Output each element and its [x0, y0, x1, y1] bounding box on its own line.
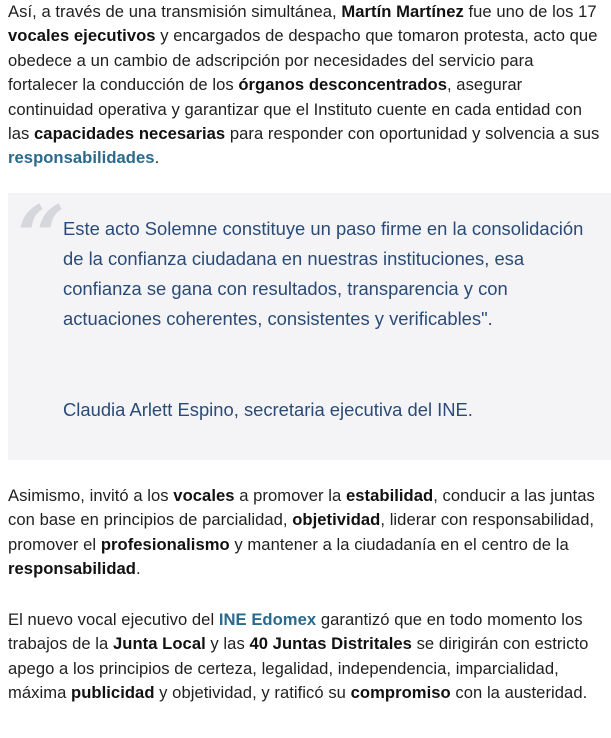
text-span: Así, a través de una transmisión simultánea,: [8, 2, 342, 21]
text-span: y objetividad, y ratificó su: [154, 683, 351, 703]
bold-compromiso: compromiso: [350, 683, 451, 703]
bold-objetividad: objetividad: [292, 510, 381, 530]
bold-vocales-ejecutivos: vocales ejecutivos: [8, 26, 156, 46]
text-span: , conducir a las juntas con base en principios de parcialidad,: [8, 486, 595, 530]
text-span: .: [136, 559, 141, 579]
paragraph-asimismo: [0, 484, 611, 582]
bold-martin-martinez: Martín Martínez: [341, 2, 464, 21]
text-span: con la austeridad.: [450, 683, 588, 703]
text-span: , liderar con responsabilidad, promover el: [8, 510, 595, 554]
bold-profesionalismo: profesionalismo: [100, 534, 230, 554]
text-span: y las: [205, 634, 250, 654]
link-responsabilidades[interactable]: responsabilidades: [8, 148, 155, 168]
paragraph-nuevo-vocal: [0, 608, 611, 706]
link-ine-edomex[interactable]: INE Edomex: [218, 610, 317, 629]
text-span: fue uno de los 17: [463, 2, 597, 21]
text-span: y encargados de despacho que tomaron protesta, acto que obedece a un cambio de adscripción por necesidades del servicio para fortalecer la conducción de los: [8, 26, 598, 95]
bold-organos-desconcentrados: órganos desconcentrados: [238, 75, 447, 95]
bold-juntas-distritales: 40 Juntas Distritales: [249, 634, 412, 654]
bold-responsabilidad: responsabilidad: [8, 559, 136, 579]
bold-estabilidad: estabilidad: [345, 486, 434, 505]
text-span: garantizó que en todo momento los trabajos de la: [8, 610, 583, 654]
bold-publicidad: publicidad: [71, 683, 155, 703]
text-span: y mantener a la ciudadanía en el centro de la: [229, 534, 569, 554]
quote-mark-icon: “: [17, 187, 66, 286]
blockquote: [8, 187, 611, 460]
bold-capacidades-necesarias: capacidades necesarias: [34, 124, 226, 144]
text-span: se dirigirán con estricto apego a los principios de certeza, legalidad, independencia, imparcialidad, máxima: [8, 634, 589, 703]
bold-vocales: vocales: [173, 486, 235, 505]
text-span: , asegurar continuidad operativa y garantizar que el Instituto cuente en cada entidad con las: [8, 75, 583, 144]
text-span: a promover la: [234, 486, 346, 505]
text-span: para responder con oportunidad y solvencia a sus: [225, 124, 600, 144]
bold-junta-local: Junta Local: [113, 634, 206, 654]
quote-text: Este acto Solemne constituye un paso firme en la consolidación de la confianza ciudadana en nuestras instituciones, esa confianza se gana con resultados, transparencia y con actuaciones coherentes, consistentes y verificables".: [63, 218, 584, 329]
text-span: Asimismo, invitó a los: [8, 486, 174, 505]
text-span: El nuevo vocal ejecutivo del: [8, 610, 219, 629]
text-span: .: [154, 148, 160, 168]
paragraph-protesta: [0, 0, 611, 171]
quote-citation: Claudia Arlett Espino, secretaria ejecutiva del INE.: [63, 399, 473, 420]
